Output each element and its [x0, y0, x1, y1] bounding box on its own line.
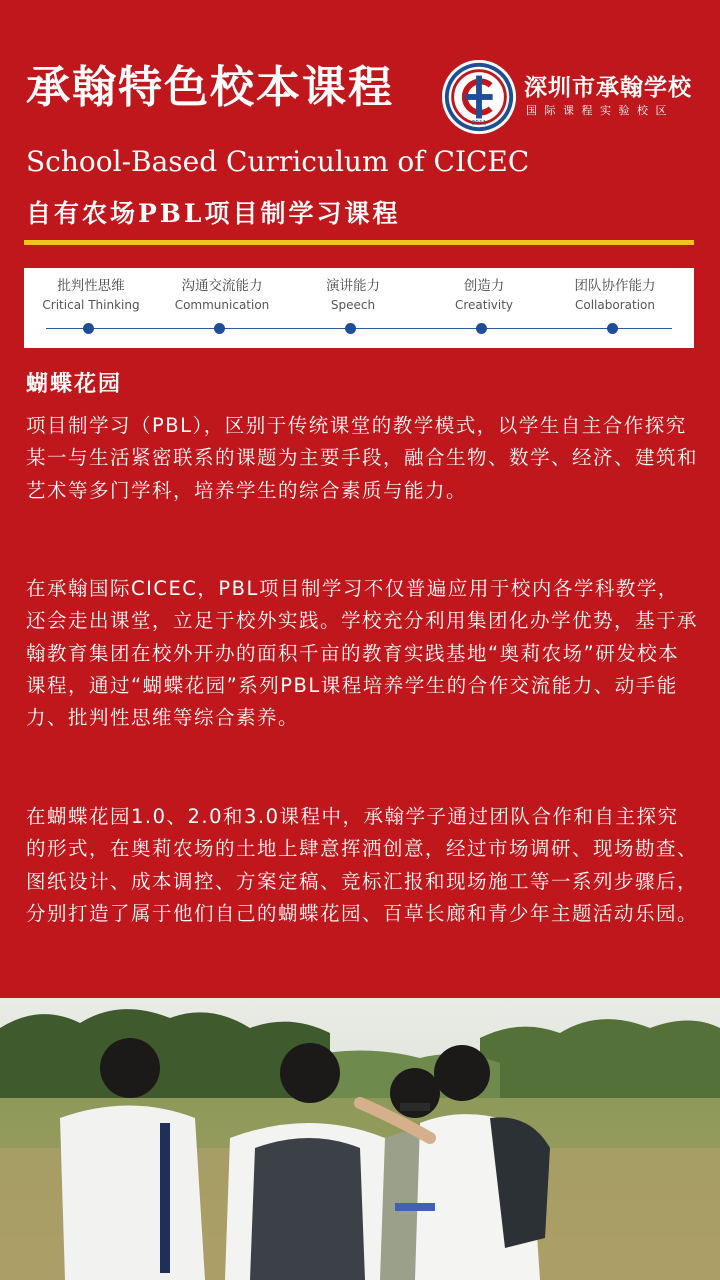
skill-label-en: Critical Thinking [42, 298, 140, 312]
paragraph-3: 在蝴蝶花园1.0、2.0和3.0课程中，承翰学子通过团队合作和自主探究的形式，在奥莉农场的土地上肆意挥洒创意，经过市场调研、现场勘查、图纸设计、成本调控、方案定稿、竞标汇报和现场施工等一系列步骤后，分别打造了属于他们自己的蝴蝶花园、百草长廊和青少年主题活动乐园。 [26, 805, 699, 925]
skill-label-en: Communication [174, 298, 270, 312]
paragraph-2: 在承翰国际CICEC，PBL项目制学习不仅普遍应用于校内各学科教学，还会走出课堂，立足于校外实践。学校充分利用集团化办学优势，基于承翰教育集团在校外开办的面积千亩的教育实践基地“奥莉农场”研发校本课程，通过“蝴蝶花园”系列PBL课程培养学生的合作交流能力、动手能力、批判性思维等综合素养。 [26, 577, 699, 730]
skills-panel [24, 268, 694, 348]
skill-label-en: Collaboration [575, 298, 655, 312]
skill-item-speech [286, 276, 420, 314]
logo-year: 2011 [471, 120, 487, 127]
page-subtitle: 自有农场PBL项目制学习课程 [26, 199, 401, 228]
timeline-dot [214, 323, 225, 334]
skill-item-creativity [417, 276, 551, 314]
skill-label-cn: 批判性思维 [57, 278, 125, 294]
school-logo [440, 58, 518, 136]
paragraph-1: 项目制学习（PBL），区别于传统课堂的教学模式，以学生自主合作探究某一与生活紧密联系的课题为主要手段，融合生物、数学、经济、建筑和艺术等多门学科，培养学生的综合素质与能力。 [26, 414, 699, 502]
timeline-dot [476, 323, 487, 334]
skill-label-cn: 团队协作能力 [574, 278, 656, 294]
skill-label-cn: 沟通交流能力 [181, 278, 263, 294]
section-title: 蝴蝶花园 [26, 371, 123, 397]
skill-label-cn: 创造力 [463, 278, 505, 294]
skill-label-en: Creativity [454, 298, 514, 312]
school-name: 深圳市承翰学校 [524, 75, 692, 101]
skill-item-critical-thinking [24, 276, 158, 314]
skill-item-collaboration [548, 276, 682, 314]
skills-timeline-line [46, 328, 672, 329]
english-title: School-Based Curriculum of CICEC [26, 145, 530, 178]
school-campus: 国际课程实验校区 [526, 104, 674, 117]
page-title: 承翰特色校本课程 [26, 62, 394, 113]
students-in-field-photo [0, 998, 720, 1280]
divider-line [24, 240, 694, 245]
timeline-dot [607, 323, 618, 334]
timeline-dot [83, 323, 94, 334]
skill-label-en: Speech [330, 298, 376, 312]
timeline-dot [345, 323, 356, 334]
skill-item-communication [155, 276, 289, 314]
skill-label-cn: 演讲能力 [326, 278, 380, 294]
